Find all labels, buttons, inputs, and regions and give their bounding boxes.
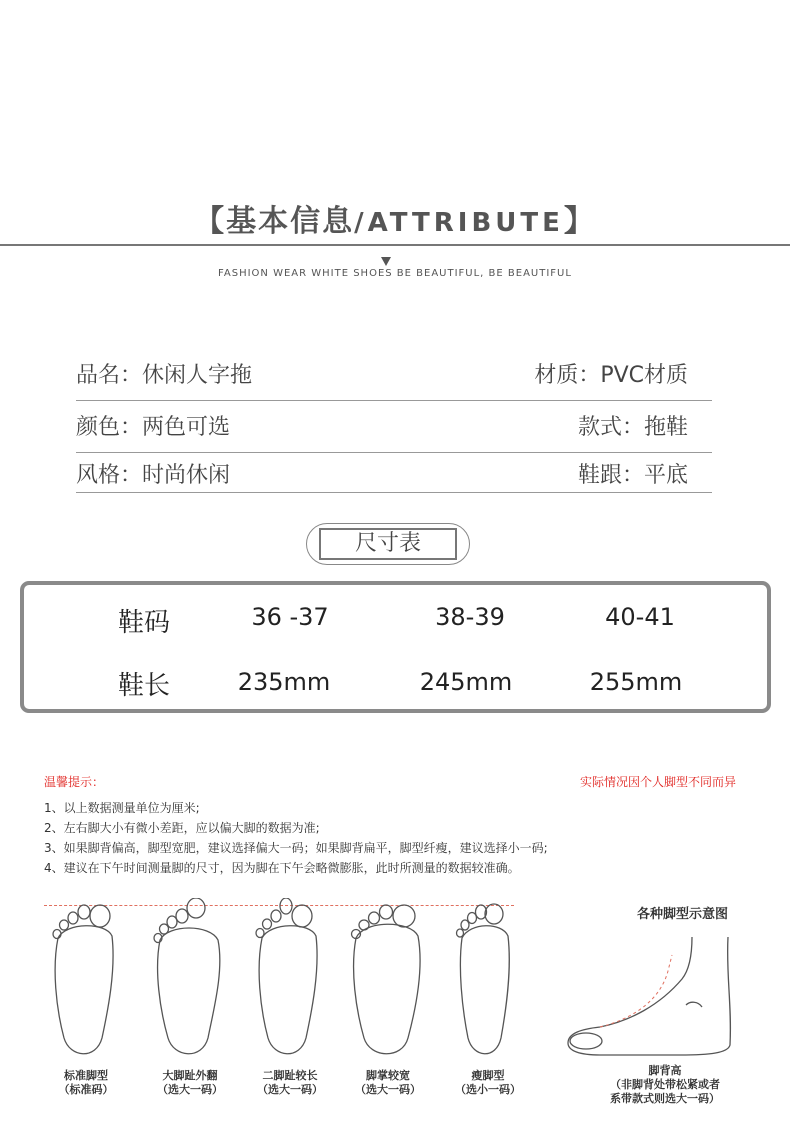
attribute-color: 颜色：两色可选 [76,415,231,440]
attribute-style: 风格：时尚休闲 [76,463,231,488]
length-cell: 245mm [419,668,513,696]
length-cell: 235mm [237,668,331,696]
title-english: ATTRIBUTE [367,208,564,238]
foot-type-label [443,1069,533,1097]
instep-note: （非脚背处带松紧或者 [610,1078,720,1091]
foot-type-advice: （标准码） [58,1083,114,1096]
foot-type-label [145,1069,235,1097]
bracket-open: 【 [194,204,227,239]
instep-note: 系带款式则选大一码） [610,1092,720,1105]
foot-type-name: 二脚趾较长 [262,1069,318,1082]
slim-foot-icon [448,898,528,1063]
size-chart-badge [306,523,470,565]
tip-line: 3、如果脚背偏高，脚型宽肥，建议选择偏大一码；如果脚背扁平，脚型纤瘦，建议选择小一码; [44,841,548,855]
tip-line: 2、左右脚大小有微小差距，应以偏大脚的数据为准; [44,821,320,835]
tip-line: 4、建议在下午时间测量脚的尺寸，因为脚在下午会略微膨胀，此时所测量的数据较准确。 [44,861,520,875]
header-subtitle: FASHION WEAR WHITE SHOES BE BEAUTIFUL, BE BEAUTIFUL [218,268,572,279]
foot-type-advice: （选大一码） [355,1083,421,1096]
attribute-heel: 鞋跟：平底 [577,463,688,488]
foot-type-label [245,1069,335,1097]
foot-type-advice: （选小一码） [455,1083,521,1096]
bracket-close: 】 [563,204,596,239]
long-second-toe-foot-icon [250,898,330,1063]
foot-type-advice: （选大一码） [157,1083,223,1096]
foot-type-advice: （选大一码） [257,1083,323,1096]
size-chart-title: 尺寸表 [319,528,457,560]
row-header-size: 鞋码 [117,608,170,638]
tip-line: 1、以上数据测量单位为厘米; [44,801,200,815]
attribute-material: 材质：PVC材质 [534,363,688,388]
instep-label: 脚背高 [648,1064,682,1077]
foot-type-name: 脚掌较宽 [366,1069,410,1082]
attribute-name: 品名：休闲人字拖 [76,363,253,388]
bunion-foot-icon [150,898,230,1063]
attribute-style-type: 款式：拖鞋 [577,415,688,440]
standard-foot-icon [46,898,126,1063]
attribute-row [76,446,712,493]
foot-type-name: 标准脚型 [64,1069,108,1082]
diagram-title: 各种脚型示意图 [637,907,729,922]
section-title [0,196,790,240]
header-divider [0,244,790,246]
tips-note: 实际情况因个人脚型不同而异 [579,775,736,789]
row-header-length: 鞋长 [117,671,170,701]
tips-heading: 温馨提示： [44,775,105,789]
size-cell: 36 -37 [251,603,329,631]
title-slash: / [354,208,368,238]
high-instep-foot-icon [560,935,740,1060]
triangle-down-icon [381,257,391,266]
foot-type-name: 大脚趾外翻 [162,1069,218,1082]
foot-type-name: 瘦脚型 [471,1069,505,1082]
foot-type-label [41,1069,131,1097]
attribute-row [76,348,712,401]
size-cell: 40-41 [605,603,675,631]
size-cell: 38-39 [435,603,505,631]
length-cell: 255mm [589,668,683,696]
title-chinese: 基本信息 [226,204,355,239]
size-table [20,581,771,713]
wide-foot-icon [348,898,428,1063]
foot-type-label [343,1069,433,1097]
